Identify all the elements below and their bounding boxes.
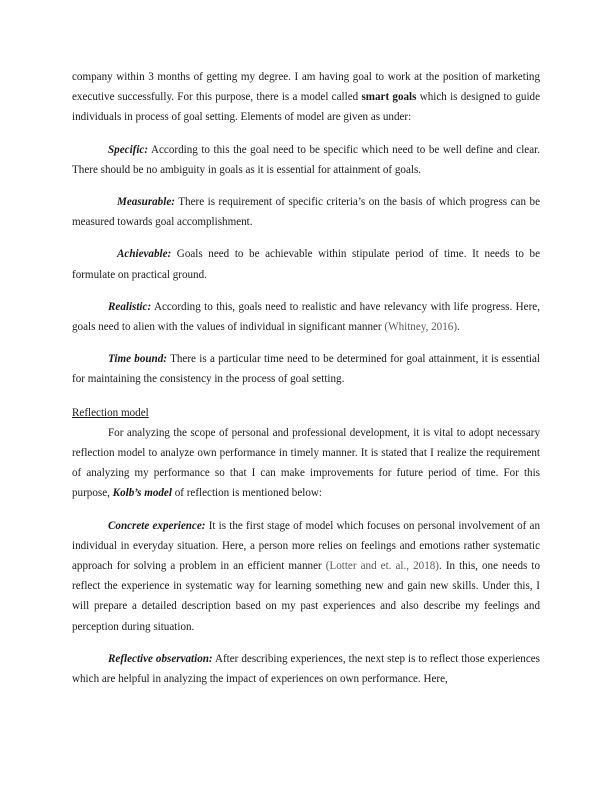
whitney-citation: (Whitney, 2016) [384,321,458,334]
realistic-term: Realistic: [108,300,152,313]
specific-text: According to this the goal need to be specific which need to be well define and clear. There should be no ambiguity in goals as it is essential for attainment of goals. [72,143,540,176]
measurable-paragraph [72,192,540,232]
intro-paragraph [72,67,540,128]
kolbs-model-term: Kolb’s model [112,487,172,500]
achievable-paragraph [72,244,540,284]
time-bound-text: There is a particular time need to be determined for goal attainment, it is essential for maintaining the consistency in the process of goal setting. [72,353,540,386]
smart-goals-term: smart goals [361,91,417,104]
realistic-end: . [457,321,460,334]
measurable-term: Measurable: [117,196,175,209]
reflection-intro-text-2: of reflection is mentioned below: [171,487,322,500]
concrete-experience-term: Concrete experience: [108,519,206,532]
achievable-term: Achievable: [117,248,172,261]
reflective-observation-paragraph [72,649,540,689]
reflective-observation-term: Reflective observation: [108,652,213,665]
specific-term: Specific: [108,143,149,156]
time-bound-paragraph [72,349,540,389]
intro-text-1: company within 3 months of getting my degree. I am having goal to work at the position of marketing executive successfully. For this purpose, there is a model called [72,71,540,104]
reflection-model-heading: Reflection model [72,406,149,419]
concrete-text-1: It is the first stage of model which focuses on personal involvement of an individual in everyday situation. Here, a person more relies on feelings and emotions rather systematic approach for solving a problem in an efficient manner [72,519,540,573]
intro-text-2: which is designed to guide individuals in process of goal setting. Elements of model are given as under: [72,91,540,124]
reflection-intro-text-1: For analyzing the scope of personal and professional development, it is vital to adopt necessary reflection model to analyze own performance in timely manner. It is stated that I realize the requirement of analyzing my performance so that I can make improvements for future period of time. For this purpose, [72,426,540,500]
concrete-text-2: . In this, one needs to reflect the experience in systematic way for learning something new and gain new skills. Under this, I will prepare a detailed description based on my past experiences and also describe my feelings and perception during situation. [72,560,540,633]
realistic-paragraph [72,297,540,337]
measurable-text: There is requirement of specific criteria’s on the basis of which progress can be measured towards goal accomplishment. [72,196,540,229]
reflective-text: After describing experiences, the next step is to reflect those experiences which are helpful in analyzing the impact of experiences on own performance. Here, [72,652,540,686]
document-page [72,67,540,689]
reflection-intro-paragraph [72,423,540,504]
specific-paragraph [72,140,540,180]
realistic-text: According to this, goals need to realistic and have relevancy with life progress. Here, goals need to alien with the values of individual in significant manner [72,300,540,334]
achievable-text: Goals need to be achievable within stipulate period of time. It needs to be formulate on practical ground. [72,248,540,281]
concrete-experience-paragraph [72,516,540,637]
lotter-citation: (Lotter and et. al., 2018) [325,560,439,573]
time-bound-term: Time bound: [108,353,167,366]
